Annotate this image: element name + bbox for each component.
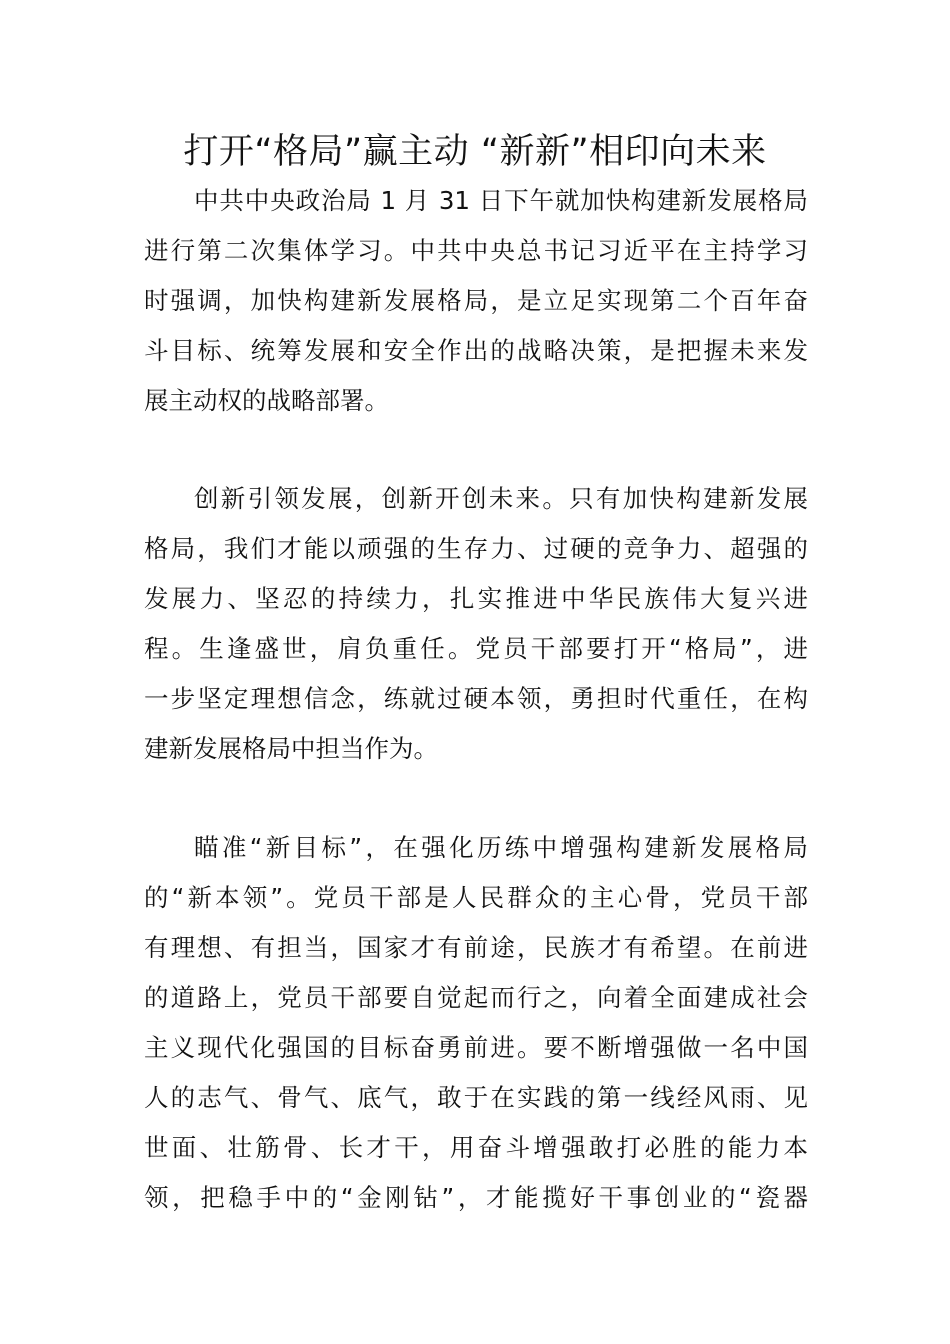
text-line: 中共中央政治局 1 月 31 日下午就加快构建新发展格局 xyxy=(194,186,808,215)
text-line: 创新引领发展，创新开创未来。只有加快构建新发展 xyxy=(194,484,808,513)
paragraph-1 xyxy=(144,176,808,426)
text-line: 发展力、坚忍的持续力，扎实推进中华民族伟大复兴进 xyxy=(144,584,808,613)
text-line: 程。生逢盛世，肩负重任。党员干部要打开“格局”，进 xyxy=(144,634,808,663)
text-line: 格局，我们才能以顽强的生存力、过硬的竞争力、超强的 xyxy=(144,534,808,563)
text-line: 时强调，加快构建新发展格局，是立足实现第二个百年奋 xyxy=(144,286,808,315)
text-line: 展主动权的战略部署。 xyxy=(144,386,389,415)
text-line: 建新发展格局中担当作为。 xyxy=(144,734,438,763)
text-line: 的道路上，党员干部要自觉起而行之，向着全面建成社会 xyxy=(144,983,808,1012)
text-line: 斗目标、统筹发展和安全作出的战略决策，是把握未来发 xyxy=(144,336,808,365)
text-line: 的“新本领”。党员干部是人民群众的主心骨，党员干部 xyxy=(144,883,808,912)
document-title: 打开“格局”赢主动 “新新”相印向未来 xyxy=(183,132,767,172)
paragraph-3 xyxy=(144,823,808,1223)
text-line: 瞄准“新目标”，在强化历练中增强构建新发展格局 xyxy=(194,833,808,862)
text-line: 主义现代化强国的目标奋勇前进。要不断增强做一名中国 xyxy=(144,1033,808,1062)
text-line: 进行第二次集体学习。中共中央总书记习近平在主持学习 xyxy=(144,236,808,265)
paragraph-2 xyxy=(144,474,808,774)
text-line: 领，把稳手中的“金刚钻”，才能揽好干事创业的“瓷器 xyxy=(144,1183,808,1212)
text-line: 一步坚定理想信念，练就过硬本领，勇担时代重任，在构 xyxy=(144,684,808,713)
text-line: 有理想、有担当，国家才有前途，民族才有希望。在前进 xyxy=(144,933,808,962)
text-line: 人的志气、骨气、底气，敢于在实践的第一线经风雨、见 xyxy=(144,1083,808,1112)
text-line: 世面、壮筋骨、长才干，用奋斗增强敢打必胜的能力本 xyxy=(144,1133,808,1162)
